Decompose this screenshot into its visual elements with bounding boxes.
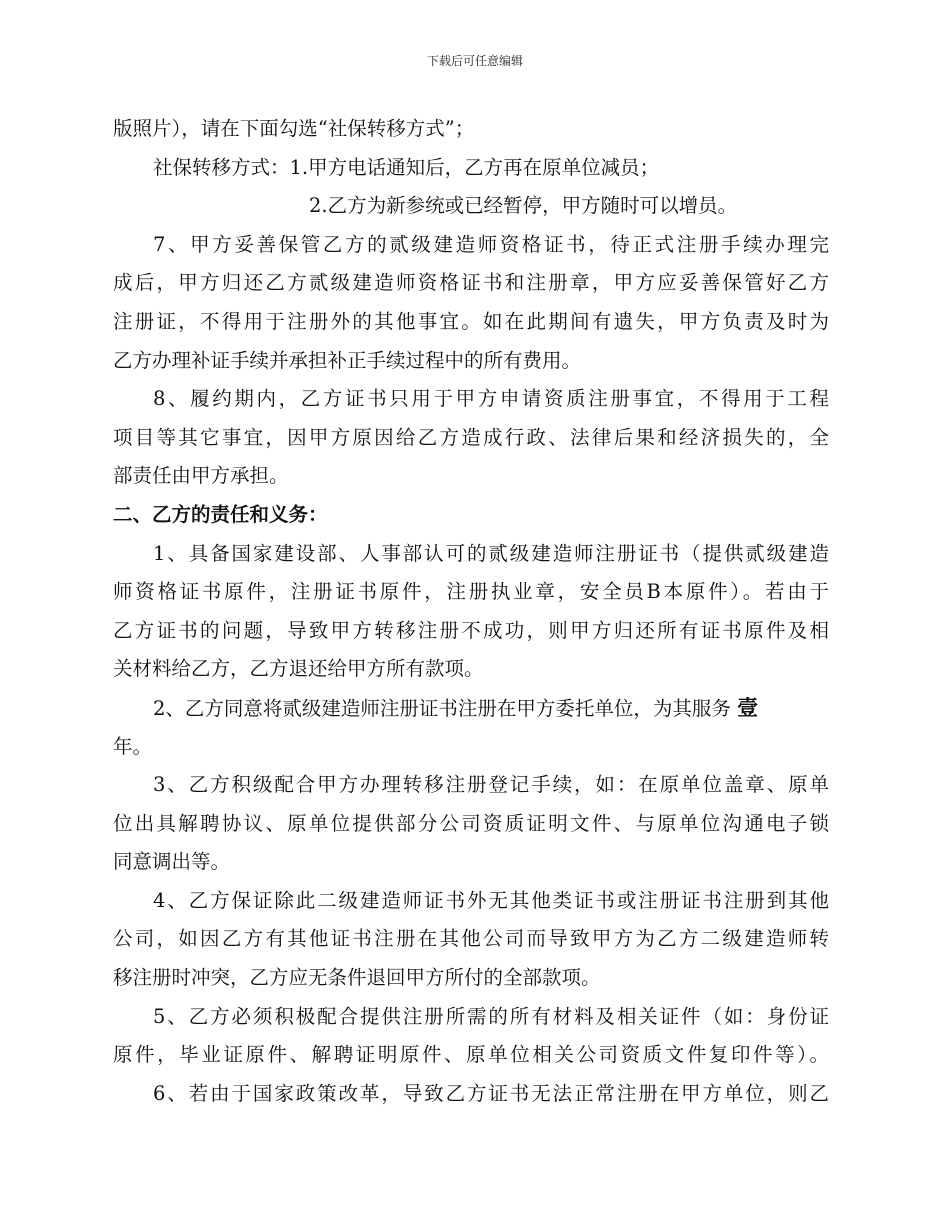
text-line bbox=[113, 457, 829, 496]
text-line bbox=[113, 612, 829, 651]
text-line bbox=[113, 728, 829, 767]
line-text: 2.乙方为新参统或已经暂停，甲方随时可以增员。 bbox=[309, 194, 738, 218]
text-line bbox=[113, 149, 829, 188]
line-text: 部责任由甲方承担。 bbox=[113, 464, 289, 488]
text-line bbox=[113, 1075, 829, 1114]
line-text: 公司，如因乙方有其他证书注册在其他公司而导致甲方为乙方二级建造师转 bbox=[113, 927, 829, 951]
line-text: 同意调出等。 bbox=[113, 850, 231, 874]
line-text: 版照片），请在下面勾选“社保转移方式”； bbox=[113, 117, 475, 140]
text-line bbox=[113, 187, 829, 226]
line-text: 4、乙方保证除此二级建造师证书外无其他类证书或注册证书注册到其他 bbox=[153, 888, 829, 912]
line-text: 7、甲方妥善保管乙方的贰级建造师资格证书，待正式注册手续办理完 bbox=[153, 232, 829, 256]
line-text: 移注册时冲突，乙方应无条件退回甲方所付的全部款项。 bbox=[113, 966, 601, 990]
line-text: 二、乙方的责任和义务： bbox=[113, 502, 328, 526]
line-text: 乙方证书的问题，导致甲方转移注册不成功，则甲方归还所有证书原件及相 bbox=[113, 618, 829, 642]
text-line bbox=[113, 380, 829, 419]
line-text: 6、若由于国家政策改革，导致乙方证书无法正常注册在甲方单位，则乙 bbox=[153, 1081, 829, 1105]
text-line bbox=[113, 920, 829, 959]
text-line bbox=[113, 998, 829, 1037]
text-line bbox=[113, 303, 829, 342]
text-line bbox=[113, 535, 829, 574]
text-line bbox=[113, 766, 829, 805]
text-line bbox=[113, 264, 829, 303]
service-years-value: 壹 bbox=[737, 694, 759, 720]
line-text: 5、乙方必须积极配合提供注册所需的所有材料及相关证件（如：身份证 bbox=[153, 1004, 829, 1028]
text-line bbox=[113, 805, 829, 844]
text-line bbox=[113, 959, 829, 998]
line-text: 师资格证书原件，注册证书原件，注册执业章，安全员B本原件）。若由于 bbox=[113, 580, 829, 604]
text-line bbox=[113, 226, 829, 265]
line-text: 3、乙方积级配合甲方办理转移注册登记手续，如：在原单位盖章、原单 bbox=[153, 773, 829, 797]
line-text: 乙方办理补证手续并承担补正手续过程中的所有费用。 bbox=[113, 348, 582, 372]
line-text: 社保转移方式：1.甲方电话通知后，乙方再在原单位减员； bbox=[153, 155, 660, 179]
text-line bbox=[113, 689, 829, 728]
text-line bbox=[113, 573, 829, 612]
text-line bbox=[113, 496, 829, 535]
line-text: 2、乙方同意将贰级建造师注册证书注册在甲方委托单位，为其服务 bbox=[153, 696, 731, 720]
line-text: 注册证，不得用于注册外的其他事宜。如在此期间有遗失，甲方负责及时为 bbox=[113, 309, 829, 333]
line-text: 关材料给乙方，乙方退还给甲方所有款项。 bbox=[113, 657, 484, 681]
line-text: 项目等其它事宜，因甲方原因给乙方造成行政、法律后果和经济损失的，全 bbox=[113, 425, 829, 449]
text-line bbox=[113, 882, 829, 921]
line-text: 位出具解聘协议、原单位提供部分公司资质证明文件、与原单位沟通电子锁 bbox=[113, 811, 829, 835]
text-line bbox=[113, 843, 829, 882]
text-line bbox=[113, 419, 829, 458]
text-line bbox=[113, 342, 829, 381]
document-body bbox=[113, 110, 829, 1113]
line-text: 8、履约期内，乙方证书只用于甲方申请资质注册事宜，不得用于工程 bbox=[153, 387, 829, 411]
line-text: 原件，毕业证原件、解聘证明原件、原单位相关公司资质文件复印件等）。 bbox=[113, 1043, 829, 1067]
text-line bbox=[113, 1036, 829, 1075]
text-line bbox=[113, 110, 829, 149]
page-header: 下载后可任意编辑 bbox=[426, 54, 523, 68]
line-text: 1、具备国家建设部、人事部认可的贰级建造师注册证书（提供贰级建造 bbox=[153, 541, 829, 565]
line-text: 成后，甲方归还乙方贰级建造师资格证书和注册章，甲方应妥善保管好乙方 bbox=[113, 271, 829, 295]
line-text: 年。 bbox=[113, 734, 153, 758]
text-line bbox=[113, 650, 829, 689]
